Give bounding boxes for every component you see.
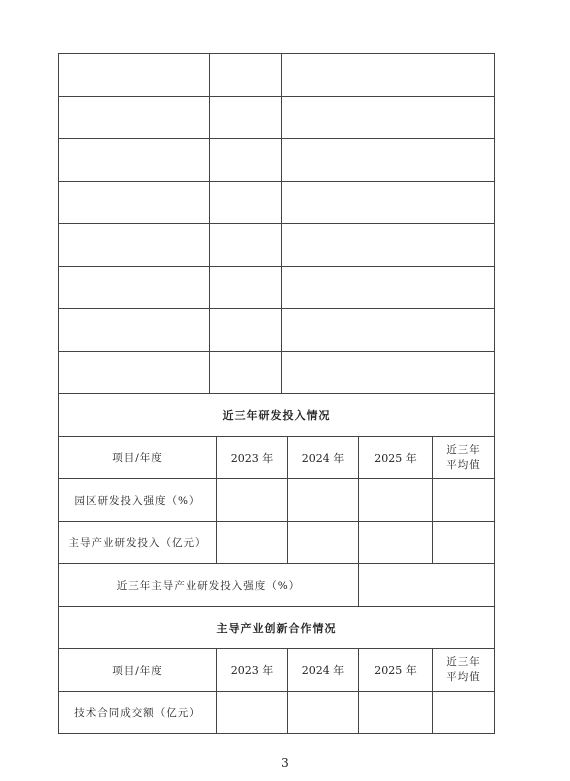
header-avg-line2: 平均值 — [446, 458, 481, 471]
blank-cell[interactable] — [209, 352, 281, 393]
value-cell-2025[interactable] — [358, 692, 432, 733]
blank-cell[interactable] — [59, 54, 209, 96]
rd-summary-row — [58, 563, 495, 606]
row-label: 主导产业研发投入（亿元） — [68, 537, 207, 549]
page-number: 3 — [281, 756, 289, 770]
value-cell-2024[interactable] — [287, 522, 358, 563]
blank-cell[interactable] — [209, 267, 281, 308]
header-three-year-avg — [432, 649, 494, 691]
blank-cell[interactable] — [59, 352, 209, 393]
header-avg-line1: 近三年 — [446, 656, 481, 668]
blank-cell[interactable] — [209, 309, 281, 351]
value-cell-avg[interactable] — [432, 522, 494, 563]
blank-row — [58, 53, 495, 96]
blank-cell[interactable] — [281, 54, 494, 96]
blank-cell[interactable] — [209, 224, 281, 266]
rd-header-row — [58, 436, 495, 478]
blank-cell[interactable] — [281, 352, 494, 393]
coop-section-title-row — [58, 606, 495, 648]
blank-cell[interactable] — [281, 182, 494, 223]
blank-row — [58, 266, 495, 308]
blank-cell[interactable] — [59, 97, 209, 138]
value-cell-2024[interactable] — [287, 479, 358, 521]
value-cell-2023[interactable] — [216, 479, 287, 521]
blank-cell[interactable] — [59, 267, 209, 308]
header-2024: 2024 年 — [287, 437, 358, 478]
blank-row — [58, 223, 495, 266]
rd-row-industry-investment — [58, 521, 495, 563]
header-three-year-avg — [432, 437, 494, 478]
blank-row — [58, 96, 495, 138]
coop-row-tech-contract — [58, 691, 495, 734]
blank-cell[interactable] — [59, 309, 209, 351]
blank-row — [58, 138, 495, 181]
header-item-year: 项目/年度 — [112, 452, 163, 464]
summary-value-cell[interactable] — [358, 564, 494, 606]
header-2024: 2024 年 — [287, 649, 358, 691]
blank-cell[interactable] — [281, 139, 494, 181]
blank-cell[interactable] — [209, 54, 281, 96]
blank-cell[interactable] — [281, 267, 494, 308]
rd-row-park-intensity — [58, 478, 495, 521]
summary-label: 近三年主导产业研发投入强度（%） — [116, 579, 301, 592]
blank-row — [58, 308, 495, 351]
value-cell-2023[interactable] — [216, 692, 287, 733]
value-cell-2025[interactable] — [358, 479, 432, 521]
value-cell-2024[interactable] — [287, 692, 358, 733]
header-avg-line2: 平均值 — [446, 671, 481, 683]
blank-row — [58, 181, 495, 223]
blank-cell[interactable] — [59, 182, 209, 223]
rd-section-title: 近三年研发投入情况 — [222, 409, 331, 422]
blank-cell[interactable] — [281, 224, 494, 266]
header-2023: 2023 年 — [216, 437, 287, 478]
form-table — [58, 53, 495, 734]
blank-cell[interactable] — [209, 182, 281, 223]
row-label: 园区研发投入强度（%） — [74, 494, 201, 507]
value-cell-2025[interactable] — [358, 522, 432, 563]
value-cell-avg[interactable] — [432, 692, 494, 733]
coop-section-title: 主导产业创新合作情况 — [216, 621, 337, 635]
header-2023: 2023 年 — [216, 649, 287, 691]
value-cell-2023[interactable] — [216, 522, 287, 563]
header-2025: 2025 年 — [358, 649, 432, 691]
value-cell-avg[interactable] — [432, 479, 494, 521]
blank-cell[interactable] — [209, 97, 281, 138]
rd-section-title-row — [58, 393, 495, 436]
blank-cell[interactable] — [59, 139, 209, 181]
header-item-year: 项目/年度 — [112, 664, 163, 677]
blank-cell[interactable] — [281, 309, 494, 351]
row-label: 技术合同成交额（亿元） — [74, 707, 201, 719]
coop-header-row — [58, 648, 495, 691]
header-2025: 2025 年 — [358, 437, 432, 478]
blank-cell[interactable] — [281, 97, 494, 138]
blank-row — [58, 351, 495, 393]
blank-cell[interactable] — [209, 139, 281, 181]
blank-cell[interactable] — [59, 224, 209, 266]
header-avg-line1: 近三年 — [446, 443, 481, 456]
